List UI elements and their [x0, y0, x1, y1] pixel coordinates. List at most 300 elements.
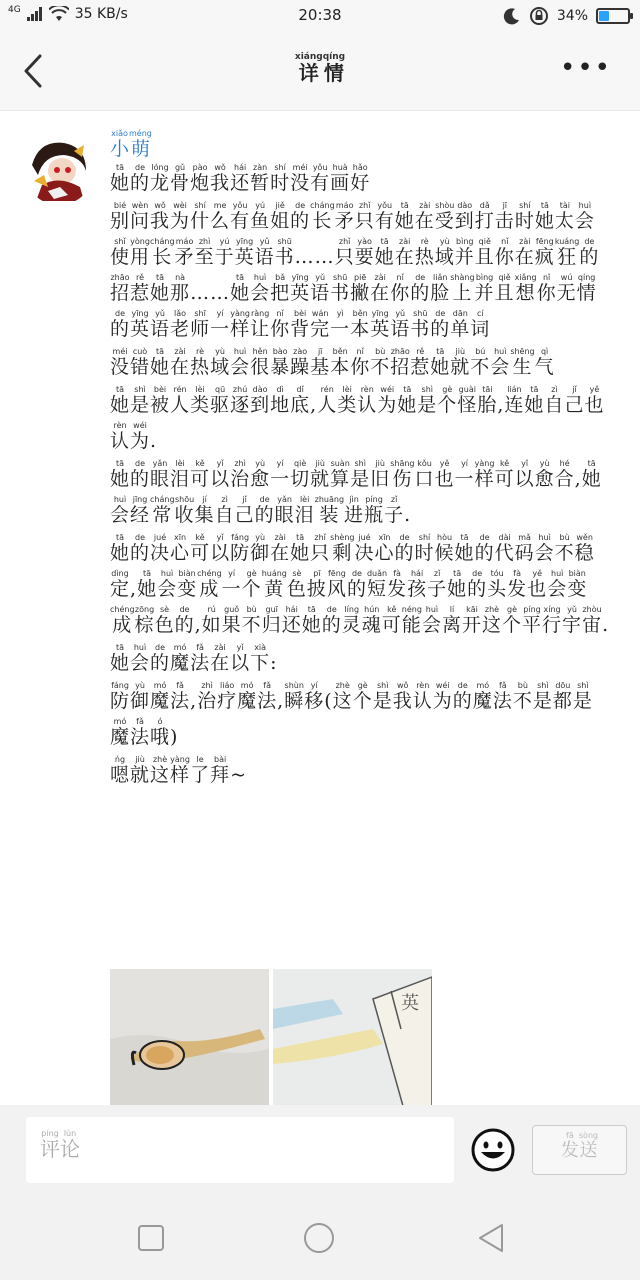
annotated-character: 打dǎ — [474, 200, 495, 232]
annotated-character: 很hěn — [250, 346, 271, 378]
annotated-character: 她tā — [137, 568, 158, 600]
annotated-character: 不bù — [241, 604, 262, 636]
annotated-character: 她tā — [110, 458, 131, 490]
annotated-character: 躁zào — [290, 346, 311, 378]
annotated-character: 招zhāo — [110, 272, 131, 304]
status-bar — [0, 0, 640, 32]
annotated-character: 会huì — [230, 346, 251, 378]
annotated-character: 一yí — [270, 458, 291, 490]
annotated-character: 的de — [394, 532, 415, 564]
annotated-character: 别bié — [110, 200, 131, 232]
annotated-character: 披pī — [306, 568, 327, 600]
annotated-character: 人rén — [317, 384, 338, 416]
annotated-character: 自zì — [214, 494, 235, 526]
annotated-character: 背bèi — [290, 308, 311, 340]
annotated-character: 还hái — [281, 604, 302, 636]
annotated-character: 只zhǐ — [310, 532, 331, 564]
annotated-character: 御yù — [250, 532, 271, 564]
annotated-character: 可kě — [190, 532, 211, 564]
annotated-character: 底dǐ — [290, 384, 311, 416]
annotated-character: 伤shāng — [390, 458, 415, 490]
status-right — [503, 6, 630, 26]
annotated-character: 长cháng — [310, 200, 335, 232]
page-title — [0, 52, 640, 86]
annotated-character: 于yú — [214, 236, 235, 268]
annotated-character: 灵líng — [341, 604, 362, 636]
annotated-character: 移yí — [304, 680, 325, 712]
annotated-character: 这zhè — [481, 604, 502, 636]
annotated-character: 个gè — [502, 604, 523, 636]
annotated-character: 要yào — [354, 236, 375, 268]
annotated-character: 御yù — [130, 680, 151, 712]
annotated-character: 她tā — [110, 162, 131, 194]
punctuation: , — [497, 393, 505, 416]
annotated-character: 合hé — [554, 458, 575, 490]
annotated-character: 暴bào — [270, 346, 291, 378]
annotated-character: 个gè — [241, 568, 262, 600]
annotated-character: 类lèi — [190, 384, 211, 416]
annotated-character: 的de — [579, 236, 600, 268]
annotated-character: 能néng — [401, 604, 422, 636]
annotated-character: 她tā — [394, 200, 415, 232]
annotated-character: 问wèn — [130, 200, 151, 232]
annotated-character: 错cuò — [130, 346, 151, 378]
annotated-character: 法fǎ — [170, 680, 191, 712]
punctuation: , — [190, 689, 198, 712]
annotated-character: 口kǒu — [414, 458, 435, 490]
annotated-character: 样yàng — [230, 308, 251, 340]
annotated-character: 的de — [174, 604, 195, 636]
annotated-character: 想xiǎng — [514, 272, 537, 304]
annotated-character: 书shū — [330, 272, 351, 304]
annotated-character: 英yīng — [370, 308, 391, 340]
annotated-character: 脸liǎn — [430, 272, 451, 304]
punctuation: ( — [324, 689, 333, 712]
annotated-character: 老lǎo — [170, 308, 191, 340]
annotated-character: 一yí — [210, 308, 231, 340]
annotated-character: 定dìng — [110, 568, 131, 600]
annotated-character: 成chéng — [197, 568, 222, 600]
lock-icon — [529, 6, 549, 26]
annotated-character: 心xīn — [374, 532, 395, 564]
annotated-character: 泪lèi — [170, 458, 191, 490]
annotated-character: 你nǐ — [494, 236, 515, 268]
annotated-character: 会huì — [130, 642, 151, 674]
annotated-character: 是shì — [417, 384, 438, 416]
annotated-character: 至zhì — [194, 236, 215, 268]
annotated-character: 变biàn — [177, 568, 198, 600]
punctuation: , — [194, 613, 202, 636]
annotated-character: 域yù — [434, 236, 455, 268]
annotated-character: 使shǐ — [110, 236, 131, 268]
annotated-character: 你nǐ — [390, 272, 411, 304]
annotated-character: 会huì — [421, 604, 442, 636]
annotated-character: 法fǎ — [130, 716, 151, 748]
annotated-character: 语yǔ — [390, 308, 411, 340]
annotated-character: 哦ó — [150, 716, 171, 748]
annotated-character: 在zài — [394, 236, 415, 268]
annotated-character: 眼yǎn — [274, 494, 295, 526]
annotated-character: 的de — [410, 272, 431, 304]
annotated-character: 会huì — [547, 568, 568, 600]
annotated-character: 只zhǐ — [354, 200, 375, 232]
annotated-character: 本běn — [350, 308, 371, 340]
annotated-character: 我wǒ — [210, 162, 231, 194]
annotated-character: 时shí — [414, 532, 435, 564]
annotated-character: 她tā — [430, 346, 451, 378]
annotated-character: 短duǎn — [366, 568, 388, 600]
post-paragraph — [110, 163, 610, 201]
annotated-character: 气qì — [534, 346, 555, 378]
annotated-character: 详xiáng — [294, 52, 323, 85]
annotated-character: 会huì — [534, 532, 555, 564]
annotated-character: 魔mó — [110, 716, 131, 748]
annotated-character: 算suàn — [330, 458, 351, 490]
annotated-character: 为wéi — [432, 680, 453, 712]
author-name[interactable] — [110, 129, 610, 163]
annotated-character: 认rèn — [412, 680, 433, 712]
annotated-character: 这zhè — [332, 680, 353, 712]
annotated-character: 没méi — [290, 162, 311, 194]
annotated-character: 语yǔ — [150, 308, 171, 340]
annotated-character: 治zhì — [197, 680, 218, 712]
annotated-character: 也yě — [434, 458, 455, 490]
annotated-character: 论lùn — [60, 1129, 80, 1161]
annotated-character: 就jiù — [310, 458, 331, 490]
annotated-character: 时shí — [270, 162, 291, 194]
annotated-character: 词cí — [470, 308, 491, 340]
annotated-character: 她tā — [150, 346, 171, 378]
punctuation: . — [404, 503, 412, 526]
annotated-character: 孩hái — [407, 568, 428, 600]
post-paragraph — [110, 459, 610, 533]
annotated-character: 也yě — [584, 384, 605, 416]
annotated-character: 龙lóng — [150, 162, 171, 194]
punctuation: . — [150, 429, 158, 452]
annotated-character: 会huì — [157, 568, 178, 600]
more-options-button[interactable]: ••• — [559, 53, 612, 83]
annotated-character: 还hái — [230, 162, 251, 194]
annotated-character: 的de — [254, 494, 275, 526]
annotated-character: 狂kuáng — [554, 236, 580, 268]
annotated-character: 把bǎ — [270, 272, 291, 304]
annotated-character: 候hòu — [434, 532, 455, 564]
annotated-character: 到dào — [250, 384, 271, 416]
annotated-character: 如rú — [201, 604, 222, 636]
annotated-character: 被bèi — [150, 384, 171, 416]
annotated-character: 她tā — [301, 604, 322, 636]
annotated-character: 拜bài — [210, 754, 231, 786]
post-text — [110, 163, 610, 793]
battery-icon — [596, 8, 630, 24]
annotated-character: 的de — [346, 568, 367, 600]
annotated-character: 法fǎ — [492, 680, 513, 712]
annotated-character: 己jǐ — [564, 384, 585, 416]
post-content — [0, 110, 640, 1105]
send-button[interactable] — [532, 1125, 627, 1175]
annotated-character: 一yí — [454, 458, 475, 490]
annotated-character: 发fà — [507, 568, 528, 600]
annotated-character: 类lèi — [337, 384, 358, 416]
annotated-character: 稳wěn — [574, 532, 595, 564]
annotated-character: 子zǐ — [427, 568, 448, 600]
annotated-character: 我wǒ — [150, 200, 171, 232]
annotated-character: 会huì — [110, 494, 131, 526]
annotated-character: 连lián — [504, 384, 525, 416]
annotated-character: 疗liáo — [217, 680, 238, 712]
annotated-character: 有yǒu — [310, 162, 331, 194]
annotated-character: 送sòng — [578, 1131, 599, 1161]
annotated-character: 并bìng — [474, 272, 495, 304]
post-paragraph — [110, 201, 610, 347]
annotated-character: 头tóu — [487, 568, 508, 600]
annotated-character: 代dài — [494, 532, 515, 564]
annotated-character: 情qíng — [322, 52, 346, 85]
comment-bar — [0, 1105, 640, 1195]
image-thumbnail-2[interactable] — [273, 969, 432, 1105]
annotated-character: 她tā — [397, 384, 418, 416]
post-paragraph — [110, 755, 610, 793]
annotated-character: 生shēng — [510, 346, 535, 378]
punctuation: …… — [190, 281, 231, 304]
annotated-character: 治zhì — [230, 458, 251, 490]
annotated-character: 矛máo — [174, 236, 195, 268]
annotated-character: 这zhè — [150, 754, 171, 786]
recent-apps-icon[interactable] — [134, 1221, 168, 1255]
annotated-character: 我wǒ — [392, 680, 413, 712]
annotated-character: 在zài — [514, 236, 535, 268]
annotated-character: 她tā — [230, 272, 251, 304]
annotated-character: 眼yǎn — [150, 458, 171, 490]
clock: 20:38 — [298, 6, 342, 24]
annotated-character: 招zhāo — [390, 346, 411, 378]
annotated-character: 决jué — [354, 532, 375, 564]
annotated-character: 你nǐ — [350, 346, 371, 378]
annotated-character: 会huì — [490, 346, 511, 378]
svg-text:英: 英 — [401, 993, 419, 1014]
annotated-character: 矛máo — [334, 200, 355, 232]
annotated-character: 魔mó — [150, 680, 171, 712]
post-paragraph — [110, 533, 610, 643]
annotated-character: 英yīng — [234, 236, 255, 268]
annotated-character: 为wèi — [170, 200, 191, 232]
annotated-character: 热rè — [190, 346, 211, 378]
annotated-character: 行xíng — [542, 604, 563, 636]
punctuation: : — [270, 651, 278, 674]
post-paragraph — [110, 385, 610, 459]
annotated-character: 不bù — [554, 532, 575, 564]
annotated-character: 且qiě — [474, 236, 495, 268]
punctuation: …… — [294, 245, 335, 268]
annotated-character: 是shì — [350, 458, 371, 490]
annotated-character: 有yǒu — [230, 200, 251, 232]
comment-input[interactable] — [26, 1117, 454, 1183]
annotated-character: 装zhuāng — [314, 494, 345, 526]
annotated-character: 魂hún — [361, 604, 382, 636]
annotated-character: 她tā — [581, 458, 602, 490]
annotated-character: 是shì — [130, 384, 151, 416]
annotated-character: 瞬shùn — [284, 680, 305, 712]
annotated-character: 就jiù — [130, 754, 151, 786]
annotated-character: 太tài — [554, 200, 575, 232]
annotated-character: 会huì — [574, 200, 595, 232]
annotated-character: 书shū — [410, 308, 431, 340]
annotated-character: 的de — [467, 568, 488, 600]
annotated-character: 以yǐ — [514, 458, 535, 490]
annotated-character: 进jìn — [344, 494, 365, 526]
annotated-character: 黄huáng — [261, 568, 287, 600]
annotated-character: 基jī — [310, 346, 331, 378]
annotated-character: 她tā — [150, 272, 171, 304]
annotated-character: 时shí — [514, 200, 535, 232]
annotated-character: 个gè — [352, 680, 373, 712]
annotated-character: 的de — [452, 680, 473, 712]
annotated-character: 单dān — [450, 308, 471, 340]
annotated-character: 她tā — [110, 642, 131, 674]
annotated-character: 平píng — [522, 604, 543, 636]
annotated-character: 收shōu — [174, 494, 195, 526]
annotated-character: 防fáng — [110, 680, 131, 712]
annotated-character: 切qiè — [290, 458, 311, 490]
annotated-character: 集jí — [194, 494, 215, 526]
annotated-character: 惹rě — [130, 272, 151, 304]
annotated-character: 她tā — [447, 568, 468, 600]
annotated-character: 好hǎo — [350, 162, 371, 194]
annotated-character: 小xiǎo — [110, 129, 130, 160]
annotated-character: 自zì — [544, 384, 565, 416]
annotated-character: 的de — [474, 532, 495, 564]
back-triangle-icon[interactable] — [474, 1221, 508, 1255]
annotated-character: 么me — [210, 200, 231, 232]
annotated-character: 在zài — [170, 346, 191, 378]
annotated-character: 疯fēng — [534, 236, 555, 268]
post-paragraph — [110, 681, 610, 755]
annotated-character: 码mǎ — [514, 532, 535, 564]
punctuation: , — [310, 393, 318, 416]
annotated-character: 以yǐ — [210, 458, 231, 490]
annotated-character: 暂zàn — [250, 162, 271, 194]
annotated-character: 以yǐ — [230, 642, 251, 674]
annotated-character: 受shòu — [434, 200, 455, 232]
annotated-character: 下xià — [250, 642, 271, 674]
annotated-character: 你nǐ — [270, 308, 291, 340]
annotated-character: 她tā — [290, 532, 311, 564]
network-speed: 35 KB/s — [74, 6, 128, 22]
emoji-icon[interactable] — [470, 1127, 516, 1173]
annotated-character: 英yīng — [130, 308, 151, 340]
annotated-character: 的de — [130, 162, 151, 194]
annotated-character: 决jué — [150, 532, 171, 564]
annotated-character: 撇piē — [350, 272, 371, 304]
post-paragraph — [110, 643, 610, 681]
annotated-character: 愈yù — [250, 458, 271, 490]
annotated-character: 用yòng — [130, 236, 151, 268]
annotated-character: 在zài — [210, 642, 231, 674]
annotated-character: 认rèn — [357, 384, 378, 416]
annotated-character: 书shū — [274, 236, 295, 268]
annotated-character: 姐jiě — [270, 200, 291, 232]
annotated-character: 的de — [321, 604, 342, 636]
annotated-character: 个gè — [437, 384, 458, 416]
annotated-character: 到dào — [454, 200, 475, 232]
annotated-character: 宙zhòu — [582, 604, 603, 636]
annotated-character: 让ràng — [250, 308, 271, 340]
annotated-character: 为wéi — [377, 384, 398, 416]
annotated-character: 骨gǔ — [170, 162, 191, 194]
annotated-character: 热rè — [414, 236, 435, 268]
annotated-character: 你nǐ — [536, 272, 557, 304]
annotated-character: 本běn — [330, 346, 351, 378]
post-body — [110, 129, 610, 793]
annotated-character: 长cháng — [150, 236, 175, 268]
annotated-character: 不bù — [512, 680, 533, 712]
annotated-character: 一yì — [330, 308, 351, 340]
annotated-character: 有yǒu — [374, 200, 395, 232]
annotated-character: 魔mó — [237, 680, 258, 712]
punctuation: ~ — [230, 763, 248, 786]
annotated-character: 在zài — [270, 532, 291, 564]
moon-icon — [503, 7, 521, 25]
annotated-character: 样yàng — [170, 754, 191, 786]
annotated-character: 不bú — [470, 346, 491, 378]
annotated-character: 的de — [290, 200, 311, 232]
annotated-character: 她tā — [110, 384, 131, 416]
annotated-character: 在zài — [370, 272, 391, 304]
annotated-character: 什shí — [190, 200, 211, 232]
annotated-character: 上shàng — [450, 272, 475, 304]
annotated-character: 不bù — [370, 346, 391, 378]
annotated-character: 可kě — [381, 604, 402, 636]
annotated-character: 那nà — [170, 272, 191, 304]
annotated-character: 常cháng — [150, 494, 175, 526]
annotated-character: 她tā — [534, 200, 555, 232]
annotated-character: 瓶píng — [364, 494, 385, 526]
annotated-character: 会huì — [250, 272, 271, 304]
punctuation: . — [602, 613, 610, 636]
punctuation: , — [574, 467, 582, 490]
annotated-character: 开kāi — [461, 604, 482, 636]
annotated-character: 并bìng — [454, 236, 475, 268]
annotated-character: 成chéng — [110, 604, 135, 636]
annotated-character: 惹rě — [410, 346, 431, 378]
annotated-character: 色sè — [286, 568, 307, 600]
image-thumbnail-1[interactable] — [110, 969, 269, 1105]
battery-percent: 34% — [556, 8, 588, 24]
annotated-character: 是shì — [532, 680, 553, 712]
annotated-character: 画huà — [330, 162, 351, 194]
annotated-character: 是shì — [372, 680, 393, 712]
annotated-character: 萌méng — [129, 129, 152, 160]
annotated-character: 可kě — [494, 458, 515, 490]
image-gallery — [110, 969, 440, 1105]
annotated-character: 己jǐ — [234, 494, 255, 526]
annotated-character: 且qiě — [494, 272, 515, 304]
annotated-character: 鱼yú — [250, 200, 271, 232]
annotated-character: 她tā — [110, 532, 131, 564]
annotated-character: 完wán — [310, 308, 331, 340]
punctuation: , — [277, 689, 285, 712]
annotated-character: 语yǔ — [310, 272, 331, 304]
annotated-character: 的de — [110, 308, 131, 340]
annotated-character: 逐zhú — [230, 384, 251, 416]
avatar[interactable] — [24, 135, 94, 205]
annotated-character: 炮pào — [190, 162, 211, 194]
home-icon[interactable] — [302, 1221, 336, 1255]
annotated-character: 棕zōng — [134, 604, 155, 636]
network-type: 4G — [8, 5, 21, 15]
annotated-character: 发fà — [387, 568, 408, 600]
annotated-character: 她tā — [374, 236, 395, 268]
